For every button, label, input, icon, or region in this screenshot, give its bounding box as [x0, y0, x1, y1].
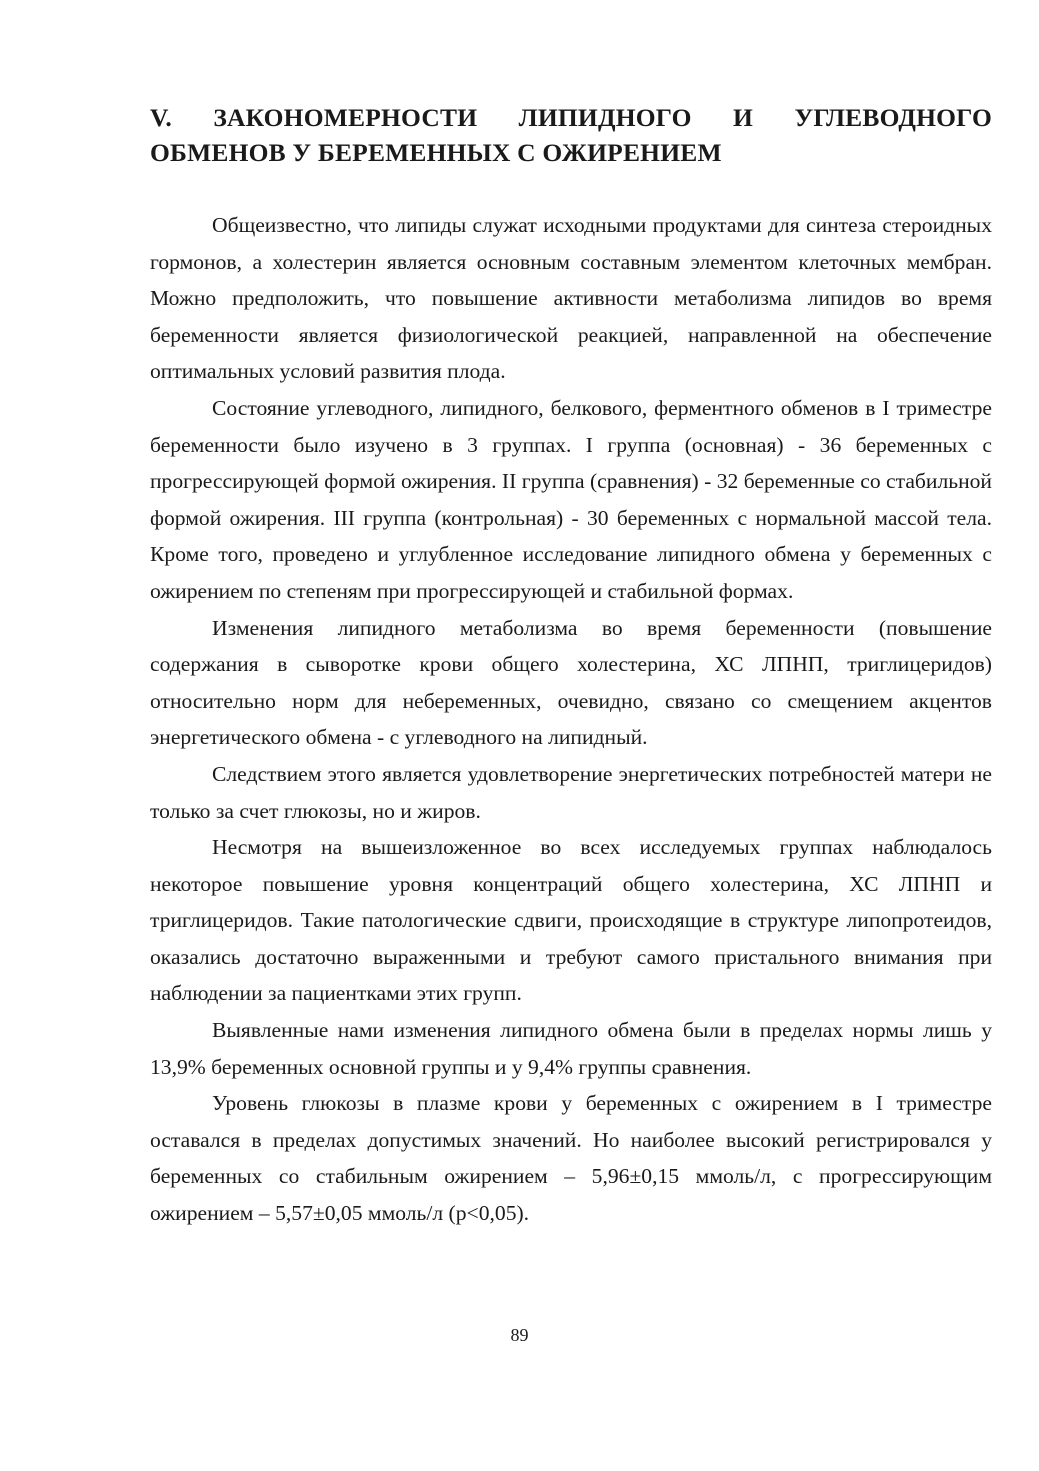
chapter-heading: V. ЗАКОНОМЕРНОСТИ ЛИПИДНОГО И УГЛЕВОДНОГО ОБМЕНОВ У БЕРЕМЕННЫХ С ОЖИРЕНИЕМ — [150, 103, 992, 167]
paragraph: Следствием этого является удовлетворение энергетических потребностей матери не только за счет глюкозы, но и жиров. — [150, 761, 992, 823]
paragraph: Изменения липидного метаболизма во время беременности (повышение содержания в сыворотке крови общего холестерина, ХС ЛПНП, триглицеридов) относительно норм для небеременных, очевидно, связано со смещением акцентов энергетического обмена - с углеводного на липидный. — [150, 615, 992, 750]
page-number: 89 — [510, 1325, 529, 1345]
paragraph: Общеизвестно, что липиды служат исходными продуктами для синтеза стероидных гормонов, а холестерин является основным составным элементом клеточных мембран. Можно предположить, что повышение активности метаболизма липидов во время беременности является физиологической реакцией, направленной на обеспечение оптимальных условий развития плода. — [150, 213, 992, 384]
paragraph: Уровень глюкозы в плазме крови у беременных с ожирением в I триместре оставался в пределах допустимых значений. Но наиболее высокий регистрировался у беременных со стабильным ожирением – 5,96±0,15 ммоль/л, с прогрессирующим ожирением – 5,57±0,05 ммоль/л (p<0,05). — [150, 1091, 992, 1226]
paragraph: Выявленные нами изменения липидного обмена были в пределах нормы лишь у 13,9% беременных основной группы и у 9,4% группы сравнения. — [150, 1018, 992, 1079]
paragraph: Несмотря на вышеизложенное во всех исследуемых группах наблюдалось некоторое повышение уровня концентраций общего холестерина, ХС ЛПНП и триглицеридов. Такие патологические сдвиги, происходящие в структуре липопротеидов, оказались достаточно выраженными и требуют самого пристального внимания при наблюдении за пациентками этих групп. — [150, 835, 992, 1006]
paragraph: Состояние углеводного, липидного, белкового, ферментного обменов в I триместре беременности было изучено в 3 группах. I группа (основная) - 36 беременных с прогрессирующей формой ожирения. II группа (сравнения) - 32 беременные со стабильной формой ожирения. III группа (контрольная) - 30 беременных с нормальной массой тела. Кроме того, проведено и углубленное исследование липидного обмена у беременных с ожирением по степеням при прогрессирующей и стабильной формах. — [150, 395, 992, 603]
body-text — [150, 207, 992, 1232]
